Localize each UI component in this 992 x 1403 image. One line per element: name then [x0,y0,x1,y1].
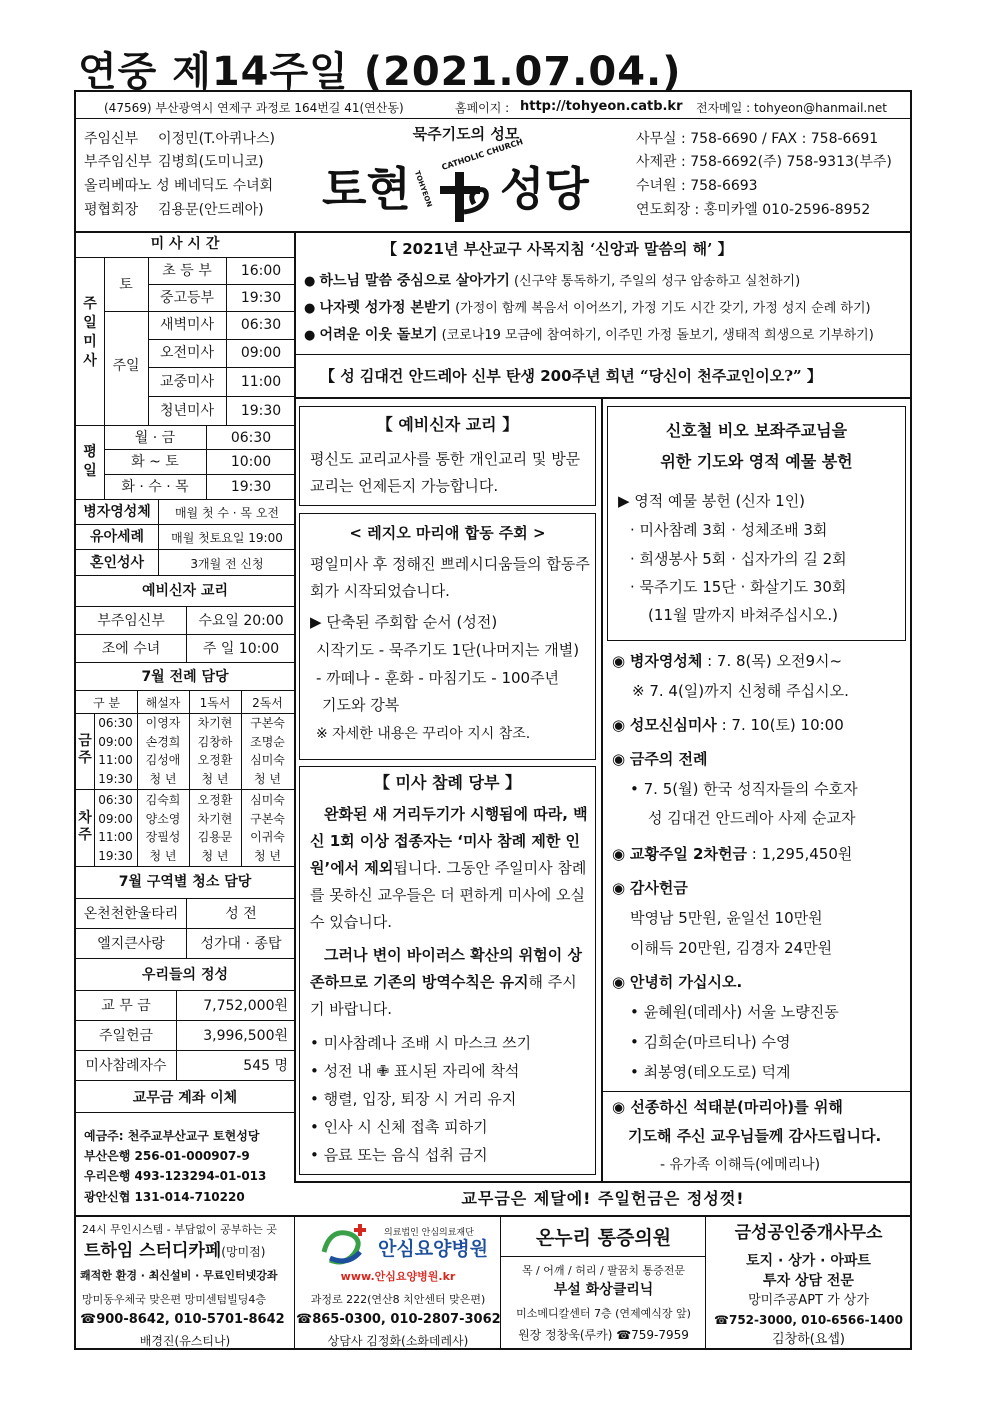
ad4-contact: 김창하(요셉) [772,1332,845,1347]
grid-line [76,575,294,576]
mass-time: 09:00 [240,345,282,361]
liturgy-cell: 심미숙 [250,793,285,807]
ad3-name: 온누리 통증의원 [535,1227,672,1249]
liturgy-time: 06:30 [98,793,133,807]
divider [500,1256,705,1257]
grid-line [76,1112,294,1113]
pastoral-item-head: 나자렛 성가정 본받기 [319,300,451,316]
rule-item: • 행렬, 입장, 퇴장 시 거리 유지 [310,1090,517,1108]
news-feast-line: • 7. 5(월) 한국 성직자들의 수호자 [630,780,858,798]
catechism-teacher: 부주임신부 [97,613,165,629]
pastoral-item-detail: (가정이 함께 복음서 이어쓰기, 가정 기도 시간 갖기, 가정 성지 순례 하기) [450,301,871,316]
offering-value: 545 명 [243,1058,288,1074]
liturgy-cell: 청 년 [201,848,229,863]
weekday-day: 화 · 수 · 목 [121,479,189,495]
ad-divider [705,1215,706,1350]
cleaning-area: 엘지큰사랑 [97,936,165,952]
weekday-time: 06:30 [230,430,272,446]
grid-line [76,662,294,663]
prayer-sub: ▶ 영적 예물 봉헌 (신자 1인) [618,492,806,510]
mass-header: 미 사 시 간 [150,236,220,252]
grid-line [76,690,294,691]
news-rip-item: • 최봉영(테오도로) 덕계 [630,1063,791,1081]
pastoral-item-head: 하느님 말씀 중심으로 살아가기 [319,273,510,289]
divider [74,118,912,119]
sacrament-info: 매월 첫 수 · 목 오전 [174,506,280,520]
cleaning-area: 온천천한울타리 [83,906,179,922]
pastoral-item-detail: (코로나19 모금에 참여하기, 이주민 가정 돌보기, 생태적 희생으로 기부하기) [437,328,874,343]
pastoral-title-pre: 【 2021년 부산교구 사목지침 [382,240,591,258]
liturgy-cell: 김창하 [197,734,233,749]
legio-order-title: ▶ 단축된 주회합 순서 (성전) [310,613,498,631]
legio-intro: 평일미사 후 정해진 쁘레시디움들의 합동주회가 시작되었습니다. [310,555,590,600]
divider [601,1091,912,1092]
ad4-line2: 토지 · 상가 · 아파트 [746,1253,871,1269]
gratitude-text: 선종하신 석태분(마리아)를 위해 [630,1098,843,1116]
rule-text: 행렬, 입장, 퇴장 시 거리 유지 [323,1090,517,1108]
liturgy-cell: 청 년 [149,771,177,786]
ad1-line4: 망미동우체국 맞은편 망미센텀빌딩4층 [82,1293,267,1306]
divider [74,1215,912,1217]
news-thanks: ◉ 감사헌금 [612,879,688,897]
liturgy-time: 19:30 [98,848,133,863]
weekday-day: 월 · 금 [134,430,176,446]
staff-name-4: 김용문(안드레아) [158,202,264,218]
ad1-contact: 배경진(유스티나) [139,1334,231,1348]
news-rip-item: • 윤혜원(데레사) 서울 노량진동 [630,1003,839,1021]
rule-item: • 미사참례나 조배 시 마스크 쓰기 [310,1034,532,1052]
liturgy-cell: 청 년 [201,771,229,786]
column-divider [294,231,296,1181]
liturgy-col: 2독서 [252,696,283,710]
grid-line [206,425,207,499]
liturgy-col: 구 분 [93,696,120,710]
ad1-phone: ☎900-8642, 010-5701-8642 [80,1312,285,1327]
pastoral-title-quote: ‘신앙과 말씀의 해’ [590,240,713,258]
ad2-phone: ☎865-0300, 010-2807-3062 [296,1312,501,1327]
divider [76,257,294,258]
catechumen-text: 평신도 교리교사를 통한 개인교리 및 방문교리는 언제든지 가능합니다. [310,450,581,495]
contact-yeondo: 연도회장 : 홍미카엘 010-2596-8952 [636,202,871,218]
prayer-line: (11월 말까지 바쳐주십시오.) [648,606,838,624]
ad2-line4: 과정로 222(연산8 치안센터 맞은편) [310,1293,486,1306]
hospital-logo-icon [318,1222,374,1268]
legio-order-2: - 까떼나 - 훈화 - 마침기도 - 100주년 [316,669,560,687]
ad2-contact: 상담사 김정화(소화데레사) [327,1334,469,1348]
news-label: 감사헌금 [629,879,688,897]
news-label: 교황주일 2차헌금 [629,845,747,863]
cleaning-place: 성 전 [225,906,257,922]
offering-header: 우리들의 정성 [141,967,229,983]
rule-text: 인사 시 신체 접촉 피하기 [323,1118,488,1136]
grid-line [76,990,294,991]
mass-notice-p1 [310,801,590,936]
mass-notice-p2-bold: 그러나 변이 바이러스 확산의 위험이 상존하므로 기존의 방역수칙은 유지 [310,946,582,991]
grid-line [76,789,294,790]
prayer-line: · 묵주기도 15단 · 화살기도 30회 [630,578,847,596]
catechism-teacher: 조에 수녀 [101,641,161,657]
legio-order-3: 기도와 강복 [322,696,400,714]
mass-time: 16:00 [240,263,282,279]
offering-value: 3,996,500원 [203,1028,288,1044]
liturgy-cell: 오정환 [197,753,233,767]
sunday-mass-label: 주일미사 [83,296,97,369]
liturgy-time: 09:00 [98,734,133,749]
catechism-time: 수요일 20:00 [198,613,284,629]
liturgy-group-label: 금주 [78,733,92,766]
liturgy-cell: 구본숙 [250,716,285,730]
gratitude-line-3: - 유가족 이해득(에메리나) [660,1157,821,1173]
divider [294,1181,912,1183]
news-label: 안녕히 가십시오. [629,973,743,991]
ad4-line4: 망미주공APT 가 상가 [748,1293,869,1308]
cleaning-header: 7월 구역별 청소 담당 [118,874,252,890]
pastoral-title [382,240,733,258]
news-label: 성모신심미사 [629,716,717,734]
rule-item: • 인사 시 신체 접촉 피하기 [310,1118,488,1136]
homepage-label: 홈페이지 : [455,101,510,115]
email: 전자메일 : tohyeon@hanmail.net [696,101,887,115]
grid-line [76,928,294,929]
grid-line [76,1050,294,1051]
divider [294,397,912,399]
weekday-time: 19:30 [230,479,272,495]
mass-name: 새벽미사 [159,317,215,333]
sat-label: 토 [119,277,133,293]
mass-name: 청년미사 [159,403,215,419]
news-pope: ◉ 교황주일 2차헌금 : 1,295,450원 [612,845,853,863]
prayer-title-1: 신호철 비오 보좌주교님을 [665,421,848,440]
cleaning-place: 성가대 · 종탑 [200,936,282,952]
liturgy-cell: 차기현 [197,716,233,730]
ad2-line1: 의료법인 안심의료재단 [384,1228,474,1238]
news-text: : 1,295,450원 [746,845,853,863]
liturgy-group-label: 차주 [78,810,92,843]
address: (47569) 부산광역시 연제구 과정로 164번길 41(연산동) [104,101,404,115]
grid-line [76,898,294,899]
contact-convent: 수녀원 : 758-6693 [636,178,758,194]
grid-line [104,449,294,450]
mass-name: 초 등 부 [162,263,212,279]
news-feast: ◉ 금주의 전례 [612,750,708,768]
grid-line [76,634,294,635]
rule-text: 음료 또는 음식 섭취 금지 [323,1146,488,1164]
weekday-time: 10:00 [230,454,272,470]
news-thanks-line: 박영남 5만원, 윤일선 10만원 [630,909,823,927]
grid-line [76,524,294,525]
liturgy-cell: 손경희 [145,734,181,749]
ad2-url[interactable]: www.안심요양병원.kr [340,1270,456,1283]
liturgy-cell: 청 년 [149,848,177,863]
staff-name-2: 김병희(도미니코) [158,154,264,170]
jubilee-post: 】 [801,367,822,385]
mass-name: 오전미사 [159,345,215,361]
sacrament-label: 병자영성체 [83,504,151,520]
sun-label: 주일 [112,358,140,374]
account-holder: 예금주: 천주교부산교구 토현성당 [84,1129,260,1143]
church-subtitle: 묵주기도의 성모 [412,125,520,143]
ad1-name-branch: (망미점) [221,1245,266,1259]
ad4-line3: 투자 상담 전문 [763,1273,854,1289]
offering-label: 미사참례자수 [85,1058,167,1074]
weekday-label: 평일 [83,444,97,479]
news-label: 금주의 전례 [629,750,708,768]
news-sat-mass: ◉ 성모신심미사 : 7. 10(토) 10:00 [612,716,844,734]
church-arc-text: CATHOLIC CHURCH [440,137,525,172]
pastoral-item-2: ● 나자렛 성가정 본받기 (가정이 함께 복음서 이어쓰기, 가정 기도 시간 갖기, 가정 성지 순례 하기) [304,300,871,316]
ad4-phone: ☎752-3000, 010-6566-1400 [714,1313,903,1327]
liturgy-cell: 차기현 [197,811,233,826]
grid-line [104,311,294,312]
jubilee-quote: “당신이 천주교인이오?” [639,367,802,385]
news-text: : 7. 8(목) 오전9시~ [702,652,843,670]
church-name-right: 성당 [500,162,589,216]
mass-notice-title: 【 미사 참례 당부 】 [373,773,522,792]
mass-name: 교중미사 [159,374,215,390]
news-sick: ◉ 병자영성체 : 7. 8(목) 오전9시~ [612,652,843,670]
news-label: 병자영성체 [629,652,703,670]
grid-line [76,606,294,607]
grid-line [76,713,294,714]
grid-line [76,549,294,550]
sacrament-label: 유아세례 [89,529,145,545]
pastoral-item-1: ● 하느님 말씀 중심으로 살아가기 (신구약 통독하기, 주일의 성구 암송하고 실천하기) [304,273,801,289]
mass-time: 19:30 [240,290,282,306]
staff-role-2: 부주임신부 [84,154,152,170]
mass-notice-p2 [310,942,590,1023]
legio-title: < 레지오 마리애 합동 주회 > [349,524,546,542]
liturgy-cell: 청 년 [254,848,281,863]
account-line: 부산은행 256-01-000907-9 [84,1149,250,1163]
rule-item: • 성전 내 ✙ 표시된 자리에 착석 [310,1062,520,1080]
pastoral-title-post: 】 [712,240,733,258]
rule-text: 미사참례나 조배 시 마스크 쓰기 [323,1034,532,1052]
liturgy-cell: 김용문 [197,830,233,844]
catechism-header: 예비신자 교리 [141,583,229,599]
liturgy-cell: 양소영 [145,811,181,826]
liturgy-cell: 청 년 [254,771,281,786]
mass-time: 06:30 [240,317,282,333]
liturgy-cell: 조명순 [250,734,285,749]
grid-line [76,958,294,959]
divider [294,354,912,355]
ad1-line3: 쾌적한 환경 · 최신설비 · 무료인터넷강좌 [80,1269,278,1282]
liturgy-time: 11:00 [98,753,133,767]
account-header: 교무금 계좌 이체 [132,1090,238,1106]
liturgy-time: 11:00 [98,830,133,844]
homepage-link[interactable]: http://tohyeon.catb.kr [520,99,683,114]
grid-line [76,1020,294,1021]
news-rip: ◉ 안녕히 가십시오. [612,973,743,991]
weekday-day: 화 ~ 토 [131,454,179,470]
mass-notice-p2-rest: 해 주시기 바랍니다. [310,973,577,1018]
grid-line [104,257,105,425]
sacrament-label: 혼인성사 [89,555,145,571]
prayer-line: · 희생봉사 5회 · 십자가의 길 2회 [630,550,847,568]
liturgy-time: 06:30 [98,716,133,730]
grid-line [148,284,294,285]
column-divider [601,397,603,1181]
legio-note: ※ 자세한 내용은 꾸리아 지시 참조. [316,726,531,742]
grid-line [158,499,159,575]
ad2-name: 안심요양병원 [378,1238,489,1260]
liturgy-cell: 심미숙 [250,753,285,767]
rule-text: 성전 내 ✙ 표시된 자리에 착석 [323,1062,520,1080]
contact-office: 사무실 : 758-6690 / FAX : 758-6691 [636,131,879,147]
liturgy-cell: 구본숙 [250,811,285,826]
rule-item: • 음료 또는 음식 섭취 금지 [310,1146,488,1164]
liturgy-cell: 오정환 [197,793,233,807]
ad-divider [500,1215,501,1350]
offering-value: 7,752,000원 [203,998,288,1014]
grid-line [148,367,294,368]
catechism-time: 주 일 10:00 [202,641,280,657]
staff-name-1: 이정민(T.아퀴나스) [158,131,275,147]
church-side-text: TOHYEON [412,169,434,209]
jubilee-line [320,367,822,385]
liturgy-cell: 김성애 [145,753,181,767]
sacrament-info: 매월 첫토요일 19:00 [171,531,283,545]
staff-role-4: 평협회장 [84,202,139,218]
prayer-title-2: 위한 기도와 영적 예물 봉헌 [660,452,853,471]
grid-line [148,339,294,340]
liturgy-cell: 장필성 [145,830,181,844]
mass-notice-p1-bold: 완화된 새 거리두기가 시행됨에 따라, 백신 1회 이상 접종자는 ‘미사 참례 제한 인원’에서 제외 [310,805,588,877]
news-feast-line: 성 김대건 안드레아 사제 순교자 [648,809,856,827]
ad3-contact: 원장 정창욱(루카) ☎759-7959 [518,1328,689,1342]
staff-role-3: 올리베따노 성 베네딕도 수녀회 [84,178,274,194]
news-thanks-line: 이해득 20만원, 김경자 24만원 [630,939,833,957]
page-title: 연중 제14주일 (2021.07.04.) [78,49,682,95]
news-sick-note: ※ 7. 4(일)까지 신청해 주십시오. [632,682,849,700]
legio-order-1: 시작기도 - 묵주기도 1단(나머지는 개별) [316,641,580,659]
grid-line [104,425,105,499]
pastoral-item-detail: (신구약 통독하기, 주일의 성구 암송하고 실천하기) [509,274,801,289]
ad1-line1: 24시 무인시스템 - 부담없이 공부하는 곳 [82,1223,277,1236]
grid-line [104,474,294,475]
offering-label: 교 무 금 [101,998,151,1014]
liturgy-cell: 김숙희 [145,793,181,807]
account-line: 우리은행 493-123294-01-013 [84,1169,267,1183]
grid-line [76,1080,294,1081]
ad3-line3: 부설 화상클리닉 [553,1282,654,1298]
liturgy-time: 09:00 [98,811,133,826]
sacrament-info: 3개월 전 신청 [190,557,264,571]
liturgy-header: 7월 전례 담당 [141,669,229,685]
news-text: : 7. 10(토) 10:00 [716,716,844,734]
prayer-line: · 미사참례 3회 · 성체조배 3회 [630,521,828,539]
bottom-banner: 교무금은 제달에! 주일헌금은 정성껏! [461,1189,745,1208]
account-line: 광안신협 131-014-710220 [84,1190,245,1204]
grid-line [76,425,294,426]
ad1-name [84,1240,265,1263]
ad4-name: 금성공인중개사무소 [734,1223,883,1243]
liturgy-cell: 이귀숙 [250,830,285,844]
mass-notice-p1-rest: 됩니다. 그동안 주일미사 참례를 못하신 교우들은 더 편하게 미사에 오실 수 있습니다. [310,859,587,931]
ad-divider [294,1215,295,1350]
liturgy-col: 해설자 [145,696,181,710]
grid-line [76,499,294,500]
pastoral-item-head: 어려운 이웃 돌보기 [319,327,438,343]
mass-name: 중고등부 [159,290,215,306]
liturgy-time: 19:30 [98,771,133,786]
liturgy-cell: 이영자 [145,716,181,730]
grid-line [148,396,294,397]
mass-time: 19:30 [240,403,282,419]
catechumen-title: 【 예비신자 교리 】 [376,415,519,434]
grid-line [176,990,177,1080]
church-name-left: 토현 [322,162,411,216]
liturgy-col: 1독서 [199,696,231,710]
ad3-line2: 목 / 어깨 / 허리 / 팔꿈치 통증전문 [521,1264,686,1277]
jubilee-pre: 【 성 김대건 안드레아 신부 탄생 200주년 희년 [320,367,640,385]
grid-line [148,257,149,425]
mass-time: 11:00 [240,374,282,390]
gratitude-line-2: 기도해 주신 교우님들께 감사드립니다. [628,1127,882,1145]
grid-line [226,257,227,425]
pastoral-item-3: ● 어려운 이웃 돌보기 (코로나19 모금에 참여하기, 이주민 가정 돌보기, 생태적 희생으로 기부하기) [304,327,874,343]
offering-label: 주일헌금 [98,1028,154,1044]
gratitude-line-1: ◉ 선종하신 석태분(마리아)를 위해 [612,1098,843,1116]
staff-role-1: 주임신부 [84,131,139,147]
news-rip-item: • 김희순(마르티나) 수영 [630,1033,791,1051]
contact-rectory: 사제관 : 758-6692(주) 758-9313(부주) [636,154,892,170]
grid-line [76,866,294,867]
divider [74,231,912,233]
ad3-line4: 미소메디칼센터 7층 (연제예식장 앞) [516,1307,691,1320]
ad1-name-main: 트하임 스터디카페 [84,1241,222,1261]
